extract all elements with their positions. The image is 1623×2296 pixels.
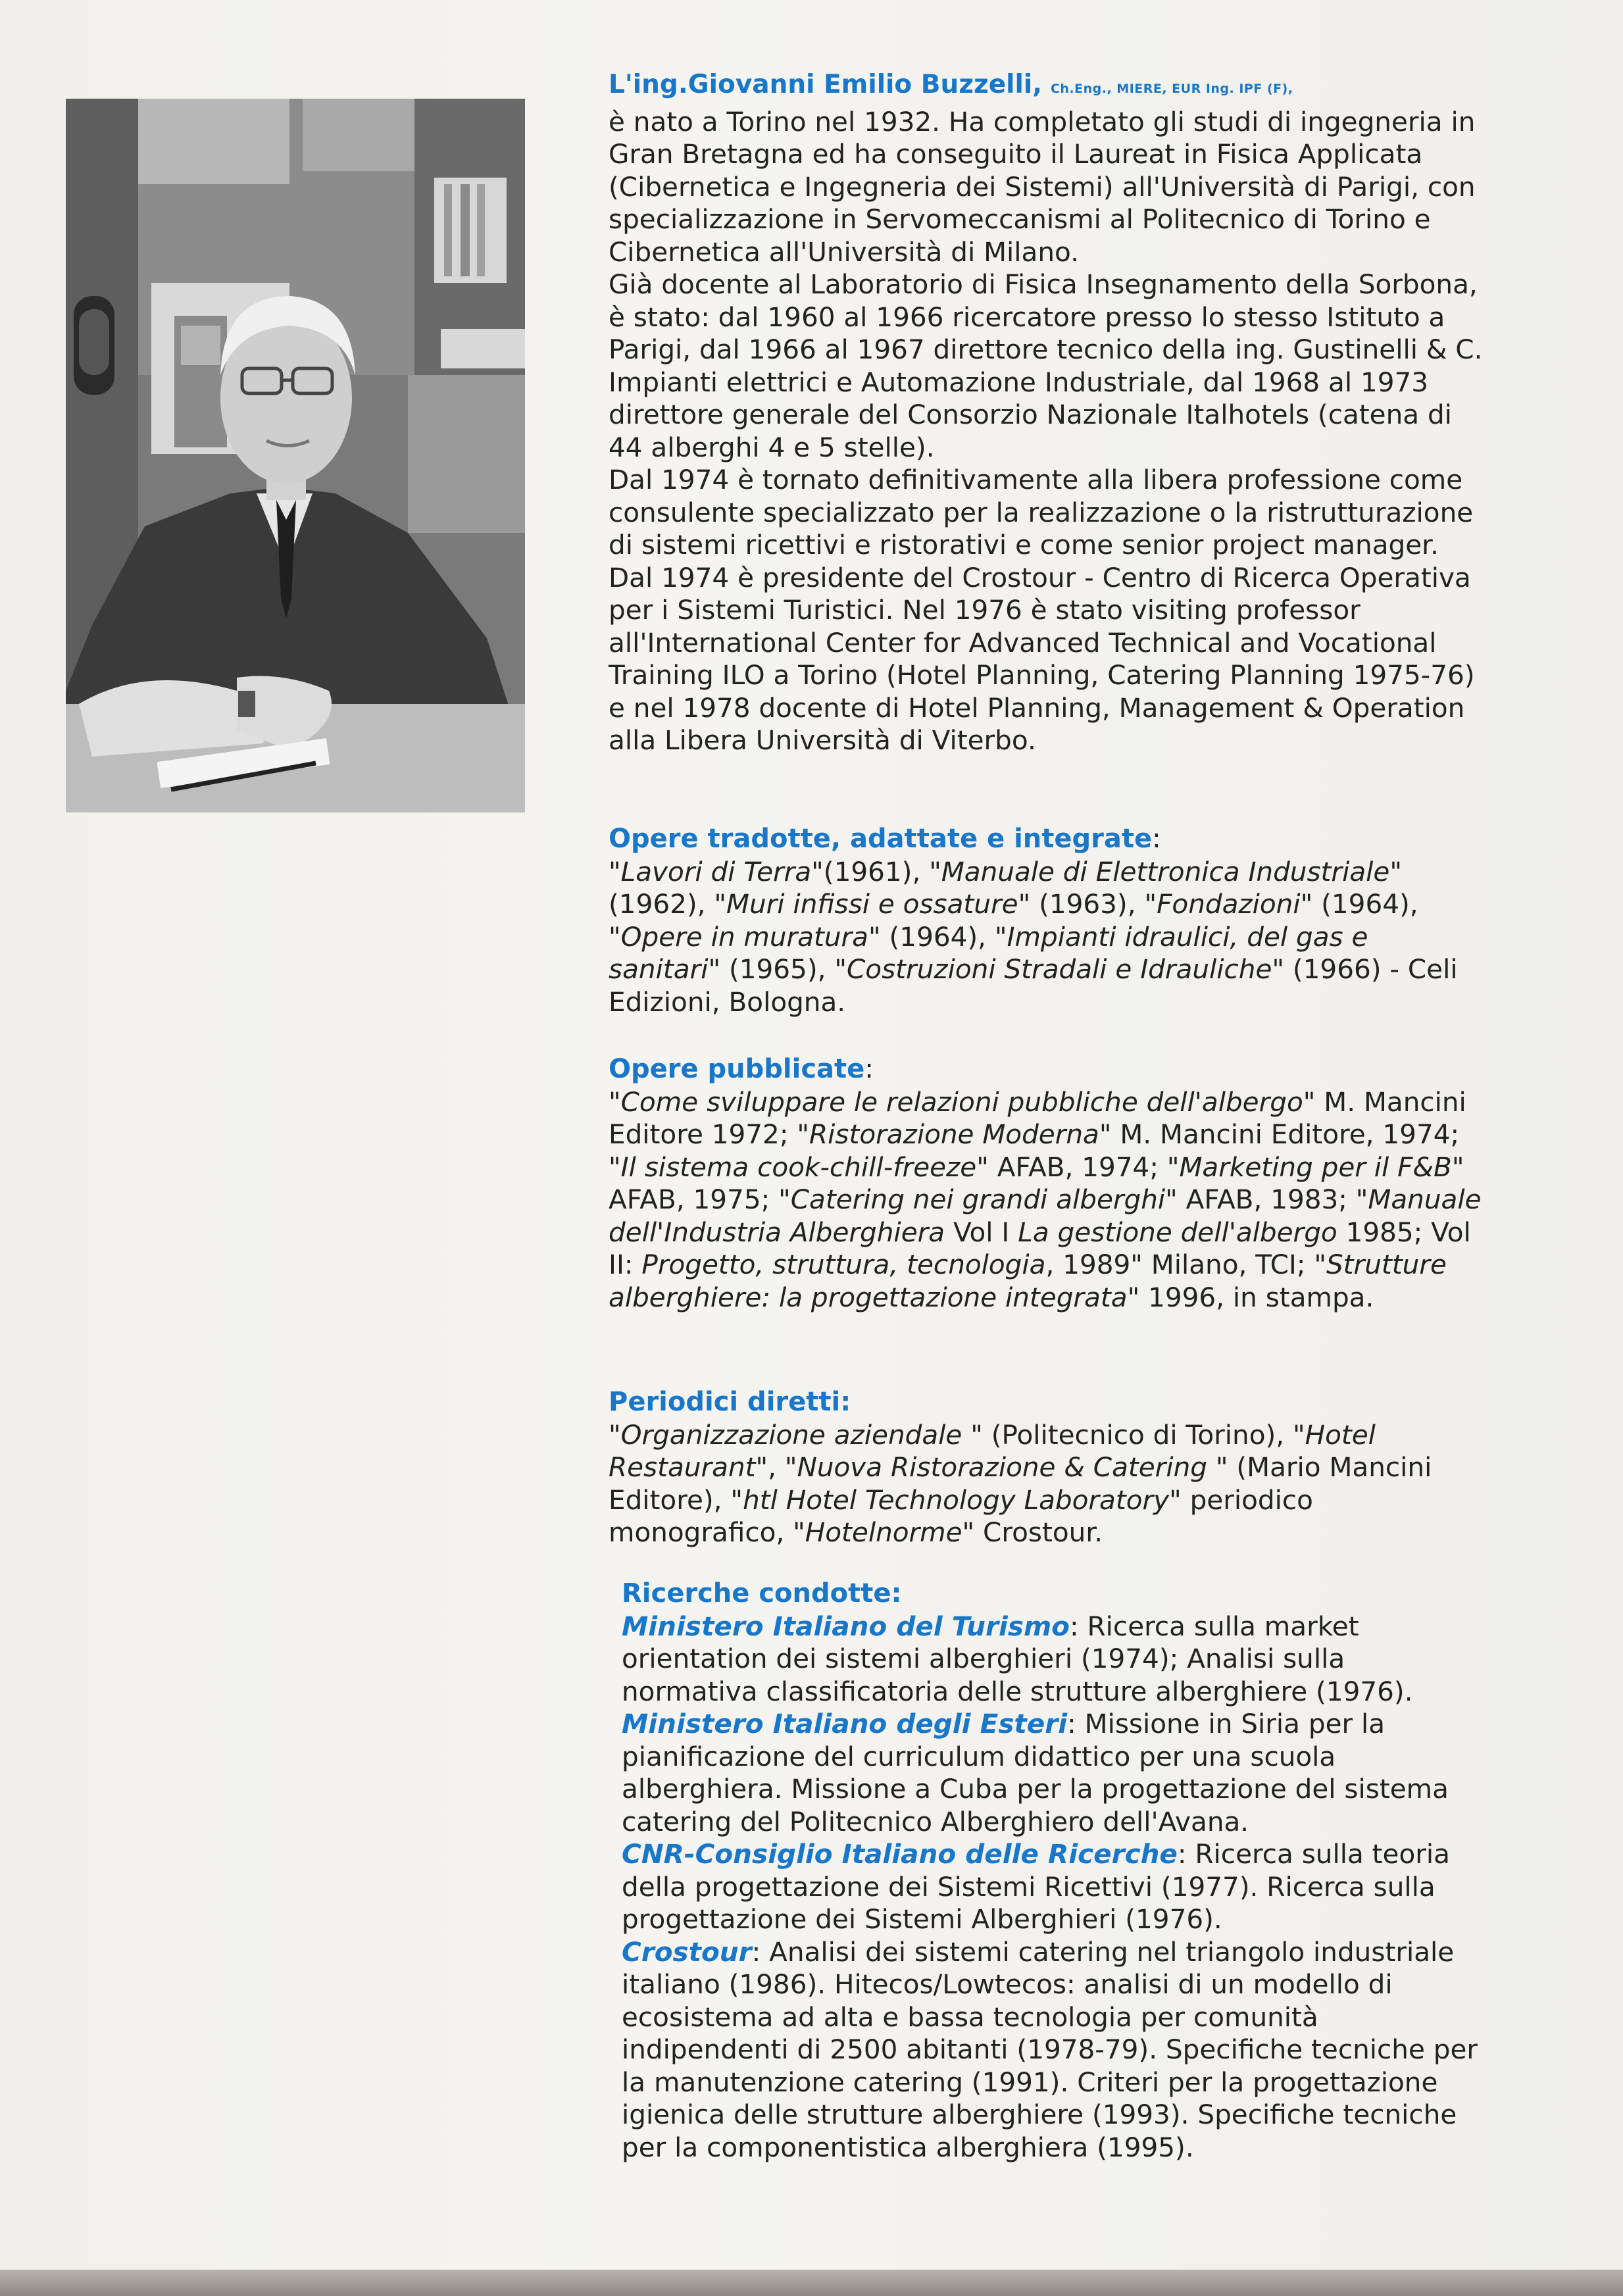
page-bottom-edge	[0, 2270, 1623, 2296]
work-title: Progetto, struttura, tecnologia	[641, 1249, 1046, 1280]
work-title: Fondazioni	[1157, 888, 1301, 920]
research-org: Ministero Italiano del Turismo	[622, 1610, 1070, 1642]
work-title: Ristorazione Moderna	[809, 1118, 1099, 1150]
work-title: Opere in muratura	[620, 920, 868, 953]
work-title: Manuale dell'Industria Alberghiera	[609, 1184, 1482, 1248]
work-title: Nuova Ristorazione & Catering	[797, 1451, 1216, 1483]
research-org: CNR-Consiglio Italiano delle Ricerche	[622, 1838, 1178, 1870]
research-entry: Ministero Italiano degli Esteri: Missione in Siria per la pianificazione del curriculum didattico per una scuola alberghiera. Missione a Cuba per la progettazione del sistema catering del Politecnico Alberghiero dell'Avana.	[622, 1708, 1449, 1837]
work-title: Costruzioni Stradali e Idrauliche	[847, 953, 1272, 985]
research-entry: Ministero Italiano del Turismo: Ricerca sulla market orientation dei sistemi alberghieri (1974); Analisi sulla normativa classificatoria delle strutture alberghiere (1976).	[622, 1610, 1413, 1707]
work-title: Impianti idraulici, del gas e sanitari	[609, 920, 1368, 985]
author-credentials: Ch.Eng., MIERE, EUR Ing. IPF (F),	[1050, 82, 1293, 96]
section-body: "Organizzazione aziendale " (Politecnico di Torino), "Hotel Restaurant", "Nuova Ristorazione & Catering " (Mario Mancini Editore), "htl Hotel Technology Laboratory" periodico monografico, "Hotelnorme" Crostour.	[609, 1418, 1432, 1548]
section-periodici	[609, 1386, 1484, 1549]
bio-header	[609, 68, 1484, 106]
work-title: Hotel Restaurant	[609, 1418, 1376, 1483]
work-title: Lavori di Terra	[620, 855, 812, 887]
section-heading: Ricerche condotte:	[622, 1578, 902, 1609]
section-body: "Lavori di Terra"(1961), "Manuale di Elettronica Industriale" (1962), "Muri infissi e ossature" (1963), "Fondazioni" (1964), "Opere in muratura" (1964), "Impianti idraulici, del gas e sanitari" (1965), "Costruzioni Stradali e Idrauliche" (1966) - Celi Edizioni, Bologna.	[609, 855, 1458, 1018]
section-heading: Periodici diretti:	[609, 1387, 851, 1417]
author-name: L'ing.Giovanni Emilio Buzzelli,	[609, 70, 1043, 99]
bio-paragraph: Dal 1974 è tornato definitivamente alla libera professione come consulente specializzato per la realizzazione o la ristrutturazione di sistemi ricettivi e ristorativi e come senior project manager.	[609, 464, 1474, 561]
bio-paragraph: Già docente al Laboratorio di Fisica Insegnamento della Sorbona, è stato: dal 1960 al 1966 ricercatore presso lo stesso Istituto a Parigi, dal 1966 al 1967 direttore tecnico della ing. Gustinelli & C. Impianti elettrici e Automazione Industriale, dal 1968 al 1973 direttore generale del Consorzio Nazionale Italhotels (catena di 44 alberghi 4 e 5 stelle).	[609, 268, 1483, 463]
work-title: La gestione dell'albergo	[1018, 1216, 1337, 1248]
work-title: Il sistema cook-chill-freeze	[620, 1151, 977, 1183]
section-body: "Come sviluppare le relazioni pubbliche dell'albergo" M. Mancini Editore 1972; "Ristorazione Moderna" M. Mancini Editore, 1974; "Il sistema cook-chill-freeze" AFAB, 1974; "Marketing per il F&B" AFAB, 1975; "Catering nei grandi alberghi" AFAB, 1983; "Manuale dell'Industria Alberghiera Vol I La gestione dell'albergo 1985; Vol II: Progetto, struttura, tecnologia, 1989" Milano, TCI; "Strutture alberghiere: la progettazione integrata" 1996, in stampa.	[609, 1086, 1482, 1313]
section-heading: Opere pubblicate	[609, 1054, 865, 1084]
work-title: Come sviluppare le relazioni pubbliche dell'albergo	[620, 1086, 1303, 1118]
biography	[609, 68, 1484, 757]
section-opere-tradotte: Opere tradotte, adattate e integrate: "Lavori di Terra"(1961), "Manuale di Elettronica Industriale" (1962), "Muri infissi e ossature" (1963), "Fondazioni" (1964), "Opere in muratura" (1964), "Impianti idraulici, del gas e sanitari" (1965), "Costruzioni Stradali e Idrauliche" (1966) - Celi Edizioni, Bologna.	[609, 822, 1484, 1018]
work-title: htl Hotel Technology Laboratory	[743, 1484, 1170, 1516]
section-opere-pubblicate: Opere pubblicate: "Come sviluppare le relazioni pubbliche dell'albergo" M. Mancini Editore 1972; "Ristorazione Moderna" M. Mancini Editore, 1974; "Il sistema cook-chill-freeze" AFAB, 1974; "Marketing per il F&B" AFAB, 1975; "Catering nei grandi alberghi" AFAB, 1983; "Manuale dell'Industria Alberghiera Vol I La gestione dell'albergo 1985; Vol II: Progetto, struttura, tecnologia, 1989" Milano, TCI; "Strutture alberghiere: la progettazione integrata" 1996, in stampa.	[609, 1053, 1484, 1314]
research-entry: CNR-Consiglio Italiano delle Ricerche: Ricerca sulla teoria della progettazione dei Sistemi Ricettivi (1977). Ricerca sulla progettazione dei Sistemi Alberghieri (1976).	[622, 1838, 1450, 1935]
research-org: Crostour	[622, 1935, 752, 1968]
research-org: Ministero Italiano degli Esteri	[622, 1708, 1068, 1739]
bio-paragraph: è nato a Torino nel 1932. Ha completato gli studi di ingegneria in Gran Bretagna ed ha conseguito il Laureat in Fisica Applicata (Cibernetica e Ingegneria dei Sistemi) all'Università di Parigi, con specializzazione in Servomeccanismi al Politecnico di Torino e Cibernetica all'Università di Milano.	[609, 105, 1476, 268]
work-title: Organizzazione aziendale	[620, 1418, 971, 1451]
work-title: Strutture alberghiere: la progettazione integrata	[609, 1249, 1447, 1313]
section-heading: Opere tradotte, adattate e integrate	[609, 824, 1153, 854]
work-title: Catering nei grandi alberghi	[790, 1184, 1166, 1215]
work-title: Marketing per il F&B	[1179, 1151, 1452, 1183]
section-ricerche	[622, 1578, 1484, 2164]
research-entry: Crostour: Analisi dei sistemi catering nel triangolo industriale italiano (1986). Hitecos/Lowtecos: analisi di un modello di ecosistema ad alta e bassa tecnologia per comunità indipendenti di 2500 abitanti (1978-79). Specifiche tecniche per la manutenzione catering (1991). Criteri per la progettazione igienica delle strutture alberghiere (1993). Specifiche tecniche per la componentistica alberghiera (1995).	[622, 1935, 1478, 2163]
work-title: Manuale di Elettronica Industriale	[941, 855, 1390, 887]
portrait-photo	[66, 99, 525, 812]
bio-paragraph: Dal 1974 è presidente del Crostour - Centro di Ricerca Operativa per i Sistemi Turistici. Nel 1976 è stato visiting professor all'International Center for Advanced Technical and Vocational Training ILO a Torino (Hotel Planning, Catering Planning 1975-76) e nel 1978 docente di Hotel Planning, Management & Operation alla Libera Università di Viterbo.	[609, 561, 1475, 756]
work-title: Muri infissi e ossature	[726, 888, 1018, 920]
work-title: Hotelnorme	[805, 1516, 962, 1548]
